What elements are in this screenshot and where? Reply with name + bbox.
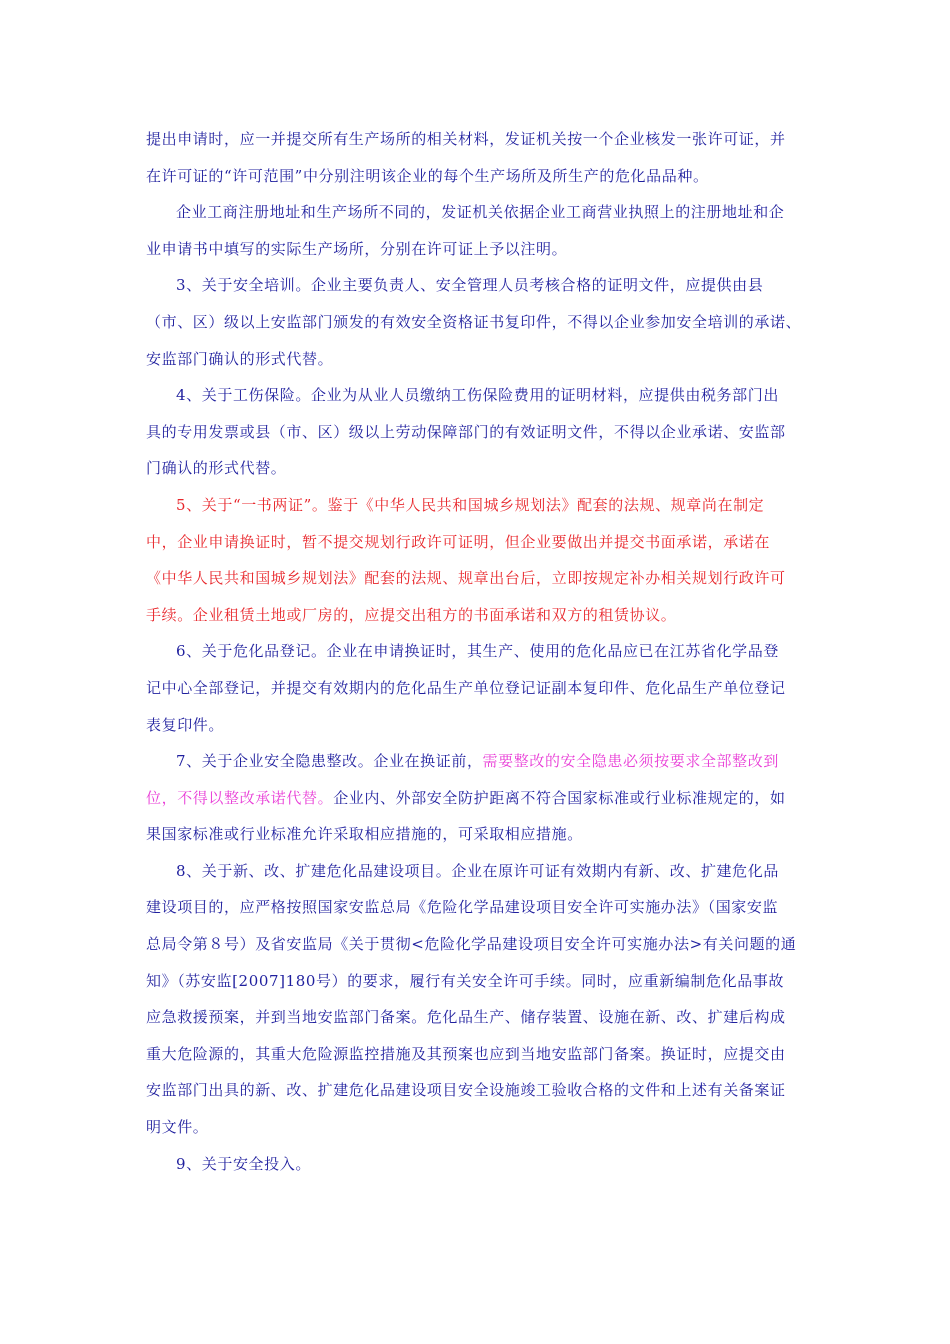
text-segment: 建设项目的，应严格按照国家安监总局《危险化学品建设项目安全许可实施办法》（国家安监 bbox=[146, 898, 779, 917]
text-segment: 表复印件。 bbox=[146, 715, 225, 734]
text-line bbox=[146, 1039, 806, 1076]
text-segment: 明文件。 bbox=[146, 1118, 209, 1137]
document-body bbox=[146, 124, 806, 1185]
text-segment: 门确认的形式代替。 bbox=[146, 459, 287, 478]
text-segment: 具的专用发票或县（市、区）级以上劳动保障部门的有效证明文件，不得以企业承诺、安监部 bbox=[146, 422, 786, 441]
text-segment: 6、关于危化品登记。企业在申请换证时，其生产、使用的危化品应已在江苏省化学品登 bbox=[176, 642, 779, 661]
text-line bbox=[146, 270, 806, 307]
text-line bbox=[146, 636, 806, 673]
text-segment: 记中心全部登记，并提交有效期内的危化品生产单位登记证副本复印件、危化品生产单位登记 bbox=[146, 678, 786, 697]
text-segment: 位，不得以整改承诺代替。 bbox=[146, 788, 334, 807]
text-line bbox=[146, 453, 806, 490]
text-segment: 中，企业申请换证时，暂不提交规划行政许可证明，但企业要做出并提交书面承诺，承诺在 bbox=[146, 532, 771, 551]
text-segment: 业申请书中填写的实际生产场所，分别在许可证上予以注明。 bbox=[146, 239, 568, 258]
text-segment: 果国家标准或行业标准允许采取相应措施的，可采取相应措施。 bbox=[146, 825, 583, 844]
text-line bbox=[146, 527, 806, 564]
text-segment: 企业工商注册地址和生产场所不同的，发证机关依据企业工商营业执照上的注册地址和企 bbox=[176, 203, 785, 222]
text-segment: 手续。企业租赁土地或厂房的，应提交出租方的书面承诺和双方的租赁协议。 bbox=[146, 605, 677, 624]
text-segment: 安监部门确认的形式代替。 bbox=[146, 349, 334, 368]
text-line bbox=[146, 307, 806, 344]
text-line bbox=[146, 344, 806, 381]
text-segment: （市、区）级以上安监部门颁发的有效安全资格证书复印件，不得以企业参加安全培训的承诺、 bbox=[146, 312, 802, 331]
text-line bbox=[146, 600, 806, 637]
text-line bbox=[146, 161, 806, 198]
text-line bbox=[146, 710, 806, 747]
text-segment: 总局令第８号）及省安监局《关于贯彻<危险化学品建设项目安全许可实施办法>有关问题的通 bbox=[146, 935, 797, 954]
text-line bbox=[146, 966, 806, 1003]
text-segment: 9、关于安全投入。 bbox=[176, 1154, 311, 1173]
text-segment: 8、关于新、改、扩建危化品建设项目。企业在原许可证有效期内有新、改、扩建危化品 bbox=[176, 861, 779, 880]
text-segment: 需要整改的安全隐患必须按要求全部整改到 bbox=[482, 752, 779, 771]
text-line bbox=[146, 234, 806, 271]
text-segment: 企业内、外部安全防护距离不符合国家标准或行业标准规定的，如 bbox=[333, 788, 786, 807]
text-line bbox=[146, 490, 806, 527]
text-line bbox=[146, 124, 806, 161]
text-line bbox=[146, 746, 806, 783]
text-line bbox=[146, 892, 806, 929]
text-segment: 《中华人民共和国城乡规划法》配套的法规、规章出台后，立即按规定补办相关规划行政许可 bbox=[146, 569, 786, 588]
text-segment: 4、关于工伤保险。企业为从业人员缴纳工伤保险费用的证明材料，应提供由税务部门出 bbox=[176, 386, 779, 405]
text-segment: 5、关于“一书两证”。鉴于《中华人民共和国城乡规划法》配套的法规、规章尚在制定 bbox=[176, 495, 765, 514]
text-line bbox=[146, 929, 806, 966]
text-segment: 3、关于安全培训。企业主要负责人、安全管理人员考核合格的证明文件，应提供由县 bbox=[176, 276, 764, 295]
text-line bbox=[146, 380, 806, 417]
text-segment: 重大危险源的，其重大危险源监控措施及其预案也应到当地安监部门备案。换证时，应提交由 bbox=[146, 1044, 786, 1063]
text-line bbox=[146, 1002, 806, 1039]
text-segment: 应急救援预案，并到当地安监部门备案。危化品生产、储存装置、设施在新、改、扩建后构成 bbox=[146, 1008, 786, 1027]
text-segment: 在许可证的“许可范围”中分别注明该企业的每个生产场所及所生产的危化品品种。 bbox=[146, 166, 709, 185]
text-segment: 提出申请时，应一并提交所有生产场所的相关材料，发证机关按一个企业核发一张许可证，并 bbox=[146, 130, 786, 148]
text-line bbox=[146, 673, 806, 710]
text-line bbox=[146, 1075, 806, 1112]
text-line bbox=[146, 197, 806, 234]
text-line bbox=[146, 1112, 806, 1149]
text-line bbox=[146, 417, 806, 454]
text-line bbox=[146, 563, 806, 600]
text-segment: 安监部门出具的新、改、扩建危化品建设项目安全设施竣工验收合格的文件和上述有关备案证 bbox=[146, 1081, 786, 1100]
text-line bbox=[146, 856, 806, 893]
text-line bbox=[146, 1149, 806, 1186]
text-segment: 7、关于企业安全隐患整改。企业在换证前， bbox=[176, 752, 483, 771]
text-line bbox=[146, 783, 806, 820]
text-segment: 知》（苏安监[2007]180号）的要求，履行有关安全许可手续。同时，应重新编制危化品事故 bbox=[146, 971, 785, 990]
text-line bbox=[146, 819, 806, 856]
